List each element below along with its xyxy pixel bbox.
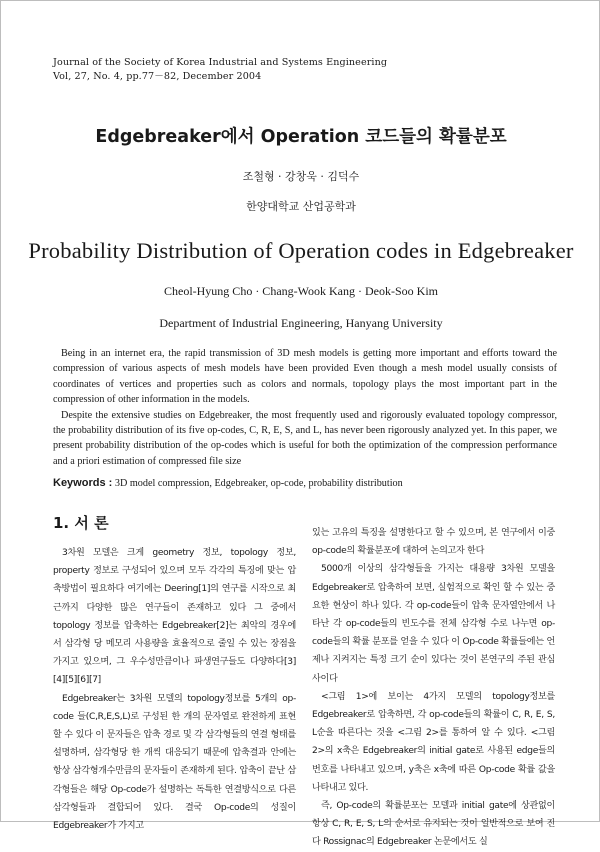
english-affiliation: Department of Industrial Engineering, Hanyang University [159,316,443,330]
body-paragraph: 3차원 모델은 크게 geometry 정보, topology 정보, property 정보로 구성되어 있으며 모두 각각의 특징에 맞는 압축방법이 필요하다 여기에는 Deering[1]의 연구를 시작으로 최근까지 다양한 많은 연구들이 존재하고 있다 그 중에서 topology 정보를 압축하는 Edgebreaker[2]는 최악의 경우에서 삼각형 당 메모리 사용량을 효율적으로 줄일 수 있는 장점을 가지고 있으며, 그 우수성만큼이나 파생연구들도 다양하다[3][4][5][6][7] [53,548,296,686]
journal-header [53,56,387,84]
korean-authors: 조철형 · 강창욱 · 김덕수 [242,170,360,183]
abstract-paragraph: Despite the extensive studies on Edgebreaker, the most frequently used and rigorously evaluated topology compressor, the probability distribution of its five op-codes, C, R, E, S, and L, has never been rigorously analyzed yet. In this paper, we present probability distribution of the op-codes which is useful for both the optimization of the compression performance and a priori estimation of compressed file size [53,409,557,467]
body-paragraph: Edgebreaker는 3차원 모델의 topology정보를 5개의 op-code 들(C,R,E,S,L)로 구성된 한 개의 문자열로 완전하게 표현할 수 있다 이 문자들은 압축 경로 및 각 삼각형들의 연결 형태를 설명하며, 삼각형당 한 개씩 대응되기 때문에 압축결과 안에는 항상 삼각형개수만큼의 문자들이 존재하게 된다. 압축이 끝난 삼각형들은 해당 Op-code가 설명하는 독특한 연결방식으로 다른 삼각형들과 결합되어 있다. 결국 Op-code의 성질이 Edgebreaker가 가지고 [53,693,296,832]
korean-title: Edgebreaker에서 Operation 코드들의 확률분포 [95,127,507,147]
english-title: Probability Distribution of Operation codes in Edgebreaker [28,238,574,263]
abstract-paragraph: Being in an internet era, the rapid transmission of 3D mesh models is getting more important and efforts toward the compression of various aspects of mesh models have been provided Even though a mesh model usually consists of coordinates of vertices and properties such as colors and normals, topology plays the most important part in the compression of other information in the models. [53,348,557,406]
abstract [53,346,557,469]
section-heading: 1. 서 론 [53,514,109,532]
body-paragraph: <그림 1>에 보이는 4가지 모델의 topology정보를 Edgebreaker로 압축하면, 각 op-code들의 확률이 C, R, E, S, L순을 따른다는 것을 <그림 2>를 통하여 알 수 있다. <그림 2>의 x축은 Edgebreaker의 initial gate로 사용된 edge들의 번호를 나타내고 있으며, y축은 x축에 따른 Op-code 확률 값을 나타내고 있다. [312,691,555,793]
body-column-right [312,524,555,852]
korean-affiliation: 한양대학교 산업공학과 [246,200,356,213]
body-column-left [53,544,296,835]
keywords-label: Keywords : [53,477,113,489]
body-paragraph: 5000개 이상의 삼각형들을 가지는 대용량 3차원 모델을 Edgebreaker로 압축하여 보면, 실험적으로 확인 할 수 있는 중요한 현상이 하나 있다. 각 op-code들이 압축 문자열안에서 나타난 각 op-code들의 빈도수를 전체 삼각형 수로 나누면 op-code들의 확률 분포를 얻을 수 있다 이 Op-code 확률들에는 언제나 지켜지는 특정 크기 순이 있다는 것이 본연구의 주된 관심사이다 [312,564,555,684]
body-paragraph: 즉, Op-code의 확률분포는 모델과 initial gate에 상관없이 항상 C, R, E, S, L의 순서로 유지되는 것이 일반적으로 보여 진다 Rossignac의 Edgebreaker 논문에서도 실 [312,801,555,848]
keywords [53,477,557,489]
journal-volume: Vol, 27, No. 4, pp.77－82, December 2004 [53,71,262,82]
body-paragraph: 있는 고유의 특징을 설명한다고 할 수 있으며, 본 연구에서 이중 op-code의 확률분포에 대하여 논의고자 한다 [312,528,555,557]
english-authors: Cheol-Hyung Cho · Chang-Wook Kang · Deok-Soo Kim [163,284,438,298]
keywords-text: 3D model compression, Edgebreaker, op-code, probability distribution [114,478,403,489]
journal-name: Journal of the Society of Korea Industrial and Systems Engineering [53,57,388,68]
